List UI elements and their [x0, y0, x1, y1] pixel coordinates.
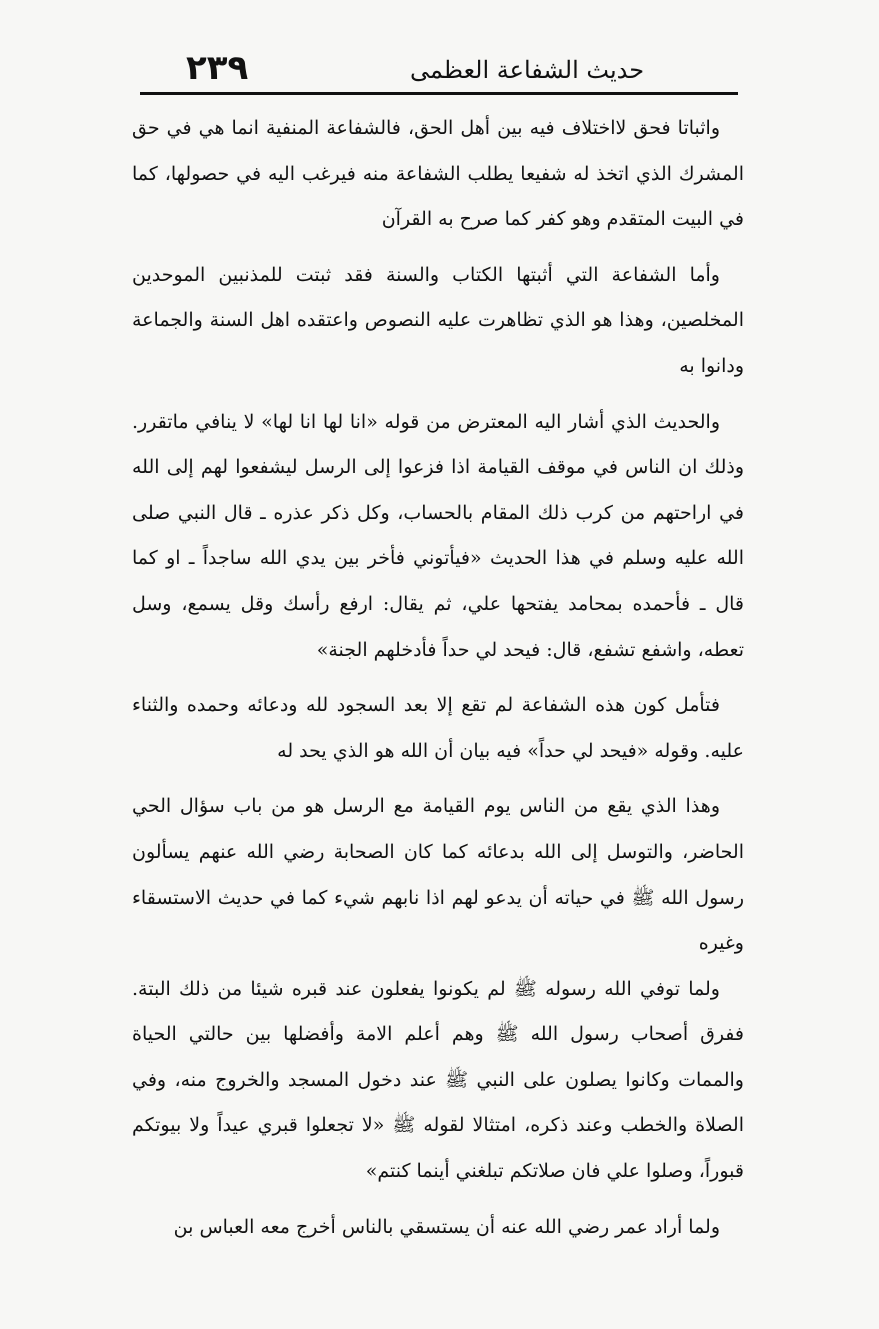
paragraph: ولما توفي الله رسوله ﷺ لم يكونوا يفعلون عند قبره شيئا من ذلك البتة. ففرق أصحاب رسول الله ﷺ وهم أعلم الامة وأفضلها بين حالتي الحياة والممات وكانوا يصلون على النبي ﷺ عند دخول المسجد والخروج منه، وفي الصلاة والخطب وعند ذكره، امتثالا لقوله ﷺ «لا تجعلوا قبري عيداً ولا بيوتكم قبوراً، وصلوا علي فان صلاتكم تبلغني أينما كنتم» — [132, 977, 744, 1183]
body-text — [132, 106, 744, 1250]
page-header — [140, 46, 738, 90]
paragraph: فتأمل كون هذه الشفاعة لم تقع إلا بعد السجود لله ودعائه وحمده والثناء عليه. وقوله «فيحد لي حداً» فيه بيان أن الله هو الذي يحد له — [132, 694, 744, 762]
paragraph: وأما الشفاعة التي أثبتها الكتاب والسنة فقد ثبتت للمذنبين الموحدين المخلصين، وهذا هو الذي تظاهرت عليه النصوص واعتقده اهل السنة والجماعة ودانوا به — [132, 263, 744, 377]
paragraph: والحديث الذي أشار اليه المعترض من قوله «انا لها انا لها» لا ينافي ماتقرر. وذلك ان الناس في موقف القيامة اذا فزعوا إلى الرسل ليشفعوا لهم إلى الله في اراحتهم من كرب ذلك المقام بالحساب، وكل ذكر عذره ـ قال النبي صلى الله عليه وسلم في هذا الحديث «فيأتوني فأخر بين يدي الله ساجداً ـ او كما قال ـ فأحمده بمحامد يفتحها علي، ثم يقال: ارفع رأسك وقل يسمع، وسل تعطه، واشفع تشفع، قال: فيحد لي حداً فأدخلهم الجنة» — [132, 410, 744, 661]
paragraph: وهذا الذي يقع من الناس يوم القيامة مع الرسل هو من باب سؤال الحي الحاضر، والتوسل إلى الله بدعائه كما كان الصحابة رضي الله عنهم يسألون رسول الله ﷺ في حياته أن يدعو لهم اذا نابهم شيء كما في حديث الاستسقاء وغيره — [132, 795, 744, 955]
running-title: حديث الشفاعة العظمى — [410, 56, 645, 84]
paragraph: ولما أراد عمر رضي الله عنه أن يستسقي بالناس أخرج معه العباس بن — [173, 1215, 720, 1238]
page-number: ٢٣٩ — [186, 48, 249, 88]
header-rule — [140, 92, 738, 95]
paragraph: واثباتا فحق لااختلاف فيه بين أهل الحق، فالشفاعة المنفية انما هي في حق المشرك الذي اتخذ له شفيعا يطلب الشفاعة منه فيرغب اليه في حصولها، كما في البيت المتقدم وهو كفر كما صرح به القرآن — [132, 117, 744, 231]
